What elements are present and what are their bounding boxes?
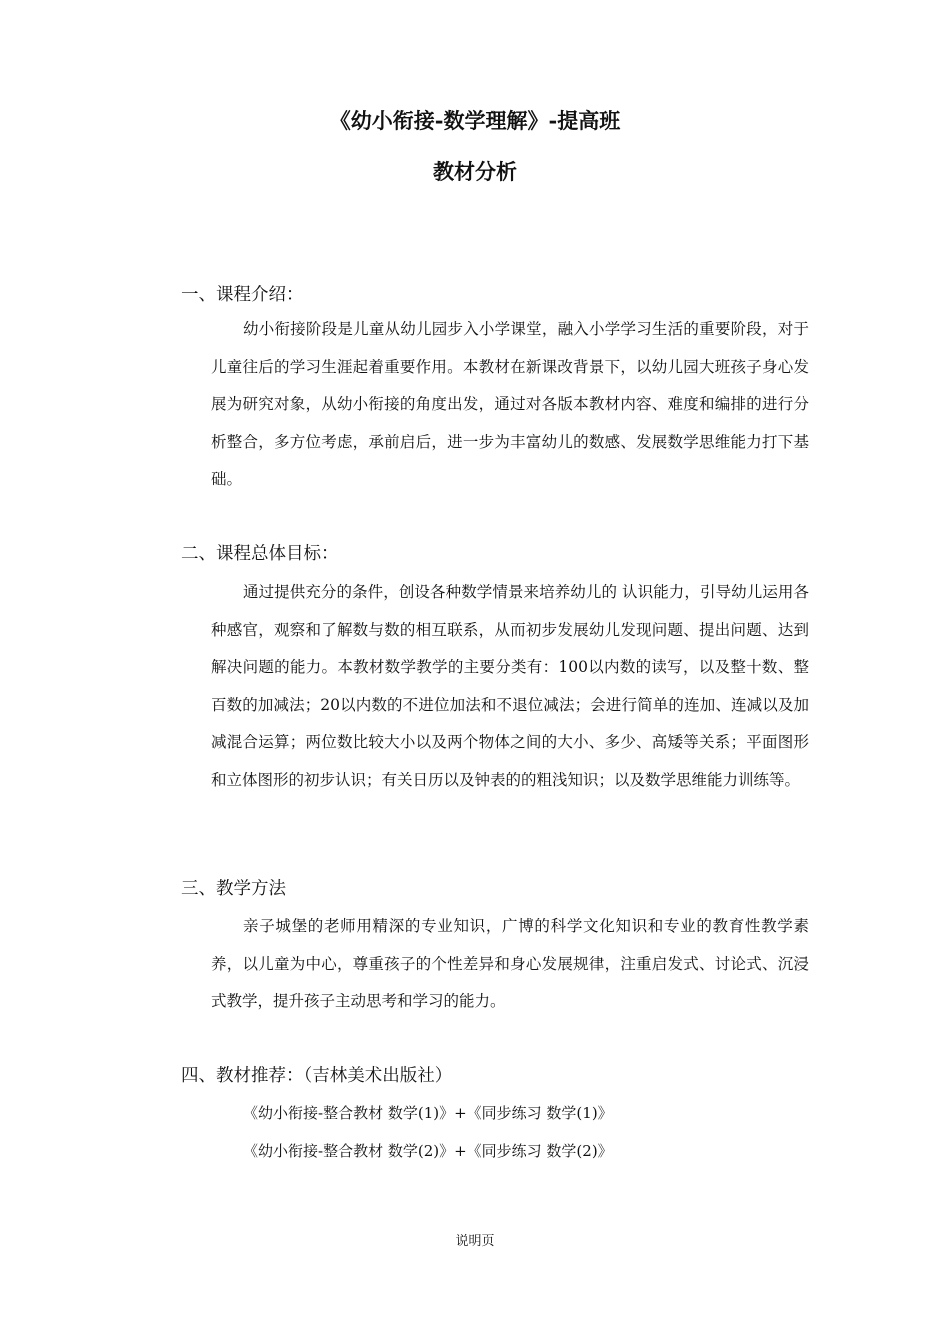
document-title: 《幼小衔接-数学理解》-提高班 xyxy=(329,108,621,133)
section-1-body: 幼小衔接阶段是儿童从幼儿园步入小学课堂，融入小学学习生活的重要阶段，对于儿童往后的学习生涯起着重要作用。本教材在新课改背景下，以幼儿园大班孩子身心发展为研究对象，从幼小衔接的角度出发，通过对各版本教材内容、难度和编排的进行分析整合，多方位考虑，承前启后，进一步为丰富幼儿的数感、发展数学思维能力打下基础。 xyxy=(211,320,809,488)
section-3-heading: 三、教学方法 xyxy=(181,879,286,899)
section-1-heading: 一、课程介绍： xyxy=(181,285,304,305)
section-2-body: 通过提供充分的条件，创设各种数学情景来培养幼儿的 认识能力，引导幼儿运用各种感官，观察和了解数与数的相互联系，从而初步发展幼儿发现问题、提出问题、达到解决问题的能力。本教材数学教学的主要分类有：100以内数的读写，以及整十数、整百数的加减法；20以内数的不进位加法和不退位减法；会进行简单的连加、连减以及加减混合运算；两位数比较大小以及两个物体之间的大小、多少、高矮等关系；平面图形和立体图形的初步认识；有关日历以及钟表的的粗浅知识；以及数学思维能力训练等。 xyxy=(211,583,809,789)
section-2-heading: 二、课程总体目标： xyxy=(181,544,339,564)
textbook-recommendation-1: 《幼小衔接-整合教材 数学(1)》+《同步练习 数学(1)》 xyxy=(243,1104,613,1122)
textbook-recommendation-2: 《幼小衔接-整合教材 数学(2)》+《同步练习 数学(2)》 xyxy=(243,1142,613,1160)
page-footer: 说明页 xyxy=(455,1234,495,1249)
section-3-body: 亲子城堡的老师用精深的专业知识，广博的科学文化知识和专业的教育性教学素养，以儿童为中心，尊重孩子的个性差异和身心发展规律，注重启发式、讨论式、沉浸式教学，提升孩子主动思考和学习的能力。 xyxy=(211,917,809,1010)
section-4-heading: 四、教材推荐：（吉林美术出版社） xyxy=(181,1066,453,1086)
document-subtitle: 教材分析 xyxy=(433,159,517,184)
